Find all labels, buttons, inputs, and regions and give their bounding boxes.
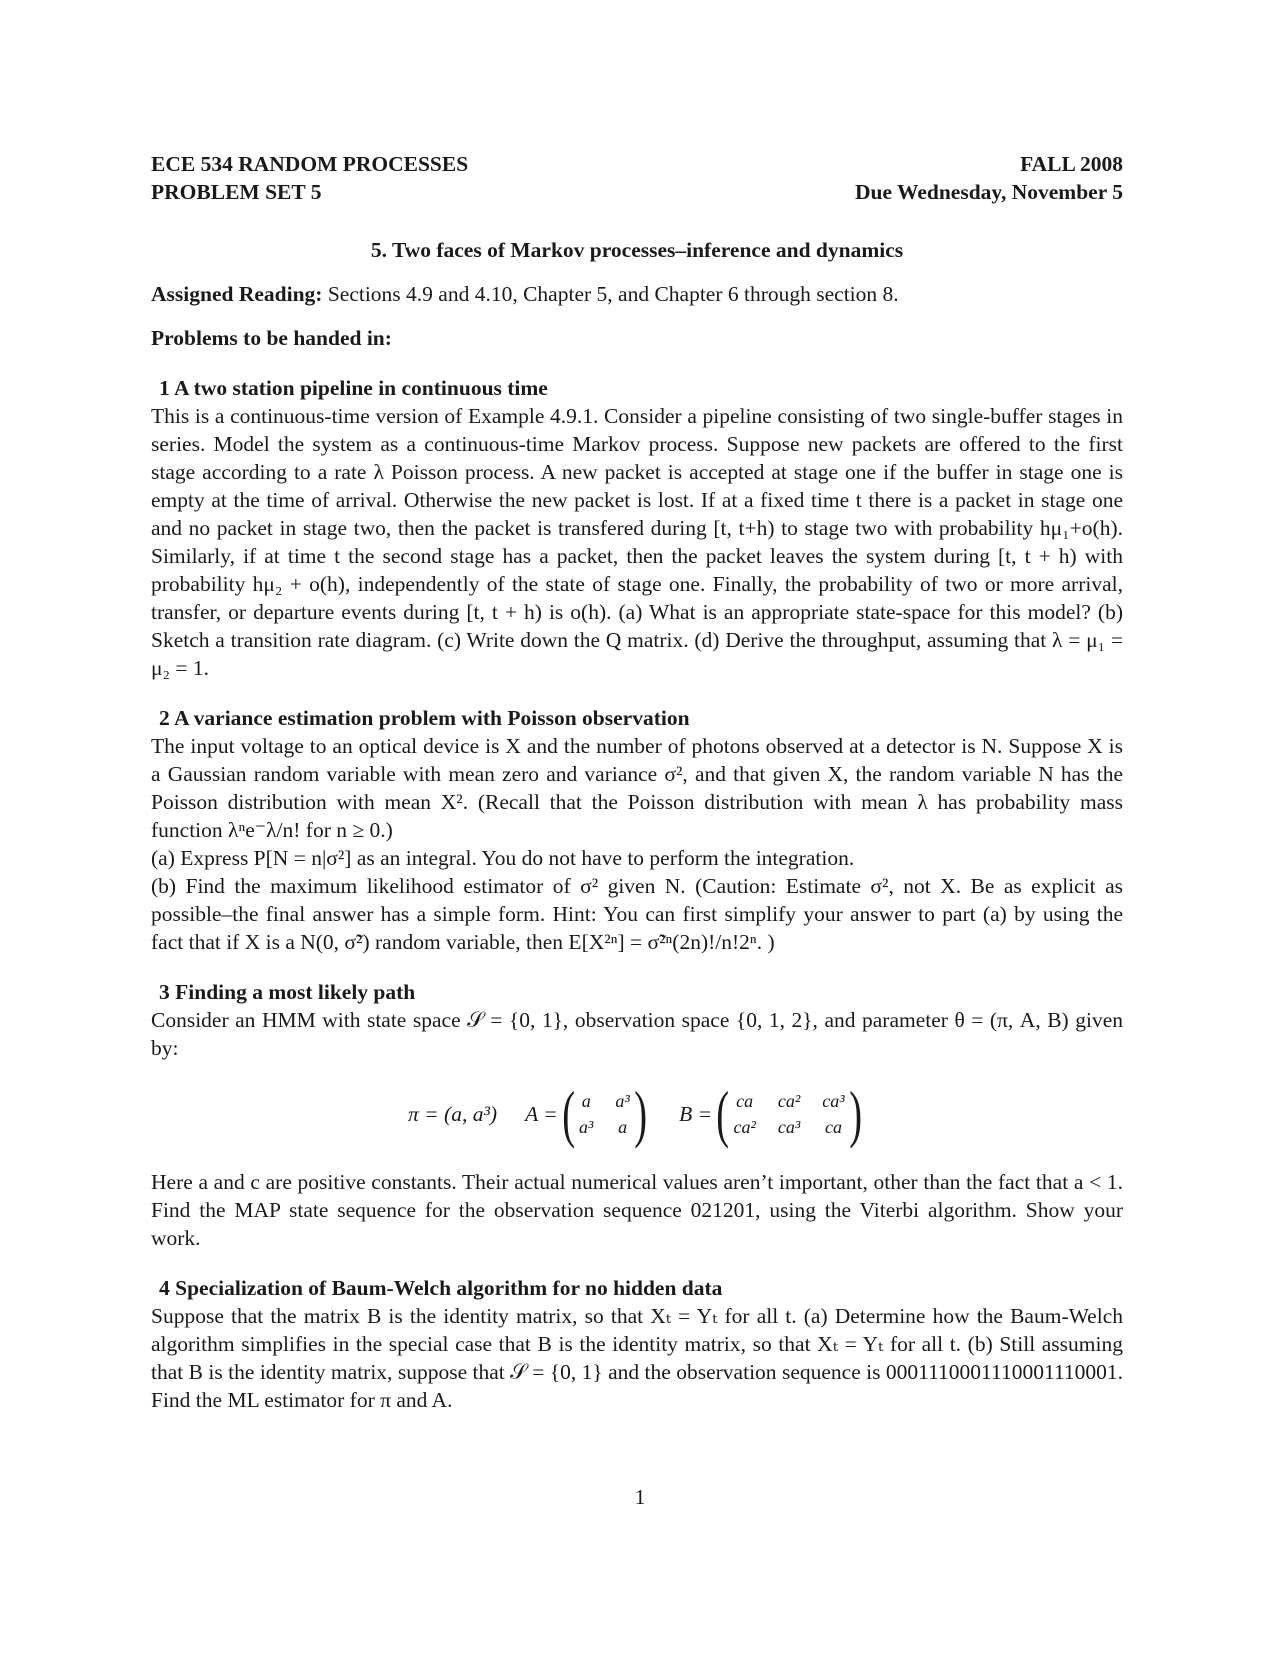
problem-3-intro: Consider an HMM with state space 𝒮 = {0, 1}, observation space {0, 1, 2}, and parameter θ = (π, A, B) given by:: [151, 1008, 1123, 1060]
problem-set-label: PROBLEM SET 5: [151, 180, 322, 204]
problem-4: [151, 1274, 1123, 1414]
problem-2-title: 2 A variance estimation problem with Poisson observation: [159, 706, 690, 730]
page-number: 1: [634, 1485, 646, 1509]
problem-2-part-b: (b) Find the maximum likelihood estimator of σ² given N. (Caution: Estimate σ², not X. Be as explicit as possible–the final answer has a simple form. Hint: You can first simplify your answer to part (a) by using the fact that if X is a N(0, σ̃²) random variable, then E[X²ⁿ] = σ̃²ⁿ(2n)!/n!2ⁿ. ): [151, 874, 1123, 954]
matrix-b: [679, 1078, 866, 1149]
pi-vector: π = (a, a³): [408, 1102, 498, 1126]
right-paren: ): [634, 1078, 647, 1149]
matrix-entry: a: [581, 1091, 591, 1111]
matrix-entry: ca²: [733, 1117, 756, 1137]
matrix-b-entries: [733, 1088, 844, 1140]
matrix-entry: ca³: [777, 1117, 801, 1137]
page-title: 5. Two faces of Markov processes–inference and dynamics: [370, 238, 904, 262]
matrix-entry: a: [618, 1117, 628, 1137]
matrix-entry: ca²: [777, 1091, 801, 1111]
hmm-parameters: [151, 1078, 1123, 1149]
matrix-entry: a³: [579, 1117, 594, 1137]
right-paren: ): [848, 1078, 862, 1149]
problem-1-title: 1 A two station pipeline in continuous time: [159, 376, 548, 400]
problem-1-text: This is a continuous-time version of Example 4.9.1. Consider a pipeline consisting of two single-buffer stages in series. Model the system as a continuous-time Markov process. Suppose new packets are offered to the first stage according to a rate λ Poisson process. A new packet is accepted at stage one if the buffer in stage one is empty at the time of arrival. Otherwise the new packet is lost. If at a fixed time t there is a packet in stage one and no packet in stage two, then the packet is transfered during [t, t+h) to stage two with probability hμ₁+o(h). Similarly, if at time t the second stage has a packet, then the packet leaves the system during [t, t + h) with probability hμ₂ + o(h), independently of the state of stage one. Finally, the probability of two or more arrival, transfer, or departure events during [t, t + h) is o(h). (a) What is an appropriate state-space for this model? (b) Sketch a transition rate diagram. (c) Write down the Q matrix. (d) Derive the throughput, assuming that λ = μ₁ = μ₂ = 1.: [151, 404, 1123, 680]
problem-3-text: Here a and c are positive constants. Their actual numerical values aren’t important, other than the fact that a < 1. Find the MAP state sequence for the observation sequence 021201, using the Viterbi algorithm. Show your work.: [151, 1170, 1123, 1250]
page: [151, 150, 1123, 1414]
reading-text: Sections 4.9 and 4.10, Chapter 5, and Chapter 6 through section 8.: [327, 282, 899, 306]
problem-2: [151, 704, 1123, 956]
problem-1: [151, 374, 1123, 682]
problem-3: [151, 978, 1123, 1252]
problem-2-intro: The input voltage to an optical device is X and the number of photons observed at a detector is N. Suppose X is a Gaussian random variable with mean zero and variance σ², and that given X, the random variable N has the Poisson distribution with mean X². (Recall that the Poisson distribution with mean λ has probability mass function λⁿe⁻λ/n! for n ≥ 0.): [151, 734, 1123, 842]
left-paren: (: [561, 1078, 575, 1149]
problem-2-part-a: (a) Express P[N = n|σ²] as an integral. You do not have to perform the integration.: [151, 846, 855, 870]
handin-heading: Problems to be handed in:: [151, 326, 392, 350]
assigned-reading: [151, 280, 1123, 308]
problem-4-text: Suppose that the matrix B is the identity matrix, so that Xₜ = Yₜ for all t. (a) Determine how the Baum-Welch algorithm simplifies in the special case that B is the identity matrix, so that Xₜ = Yₜ for all t. (b) Still assuming that B is the identity matrix, suppose that 𝒮 = {0, 1} and the observation sequence is 0001110001110001110001. Find the ML estimator for π and A.: [151, 1304, 1123, 1412]
matrix-entry: ca³: [822, 1091, 845, 1111]
matrix-entry: ca: [824, 1117, 842, 1137]
header: [151, 150, 1123, 206]
left-paren: (: [716, 1078, 730, 1149]
matrix-b-label: B =: [679, 1102, 713, 1126]
due-date: Due Wednesday, November 5: [855, 180, 1123, 204]
matrix-a: [525, 1078, 651, 1149]
term-label: FALL 2008: [1020, 152, 1123, 176]
matrix-entry: a³: [615, 1091, 630, 1111]
matrix-entry: ca: [736, 1091, 754, 1111]
matrix-a-entries: [579, 1088, 630, 1140]
problem-4-title: 4 Specialization of Baum-Welch algorithm for no hidden data: [159, 1276, 723, 1300]
problem-3-title: 3 Finding a most likely path: [159, 980, 416, 1004]
reading-label: Assigned Reading:: [151, 282, 323, 306]
course-title: ECE 534 RANDOM PROCESSES: [151, 152, 469, 176]
matrix-a-label: A =: [525, 1102, 558, 1126]
